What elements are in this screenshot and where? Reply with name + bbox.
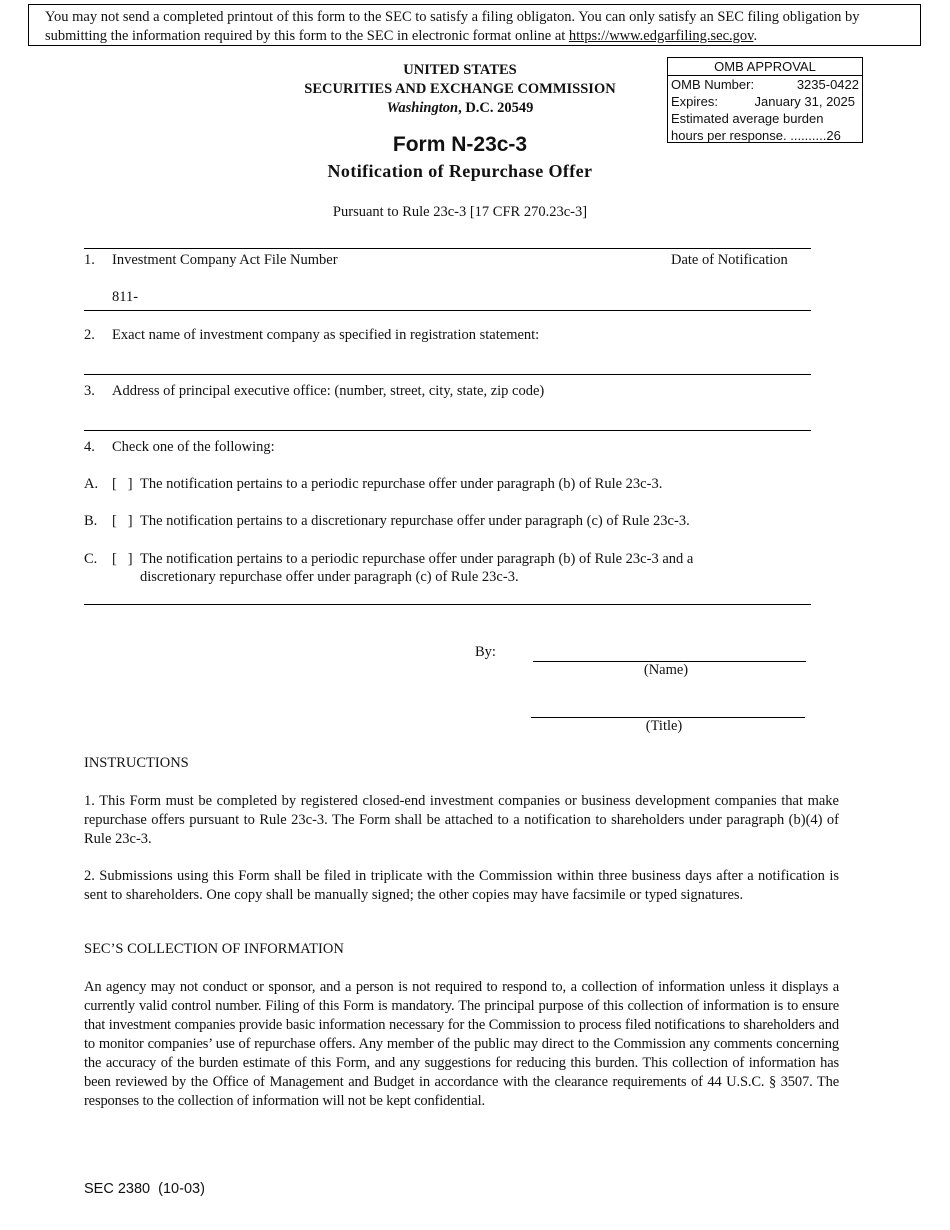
omb-number-value: 3235-0422 (796, 77, 859, 92)
divider-line (84, 310, 811, 311)
option-c-checkbox[interactable]: [ ] (112, 551, 133, 567)
signature-title-caption: (Title) (645, 718, 683, 734)
instructions-heading: INSTRUCTIONS (84, 755, 189, 771)
option-b-text: The notification pertains to a discretionary repurchase offer under paragraph (c) of Rule 23c-3. (140, 513, 690, 529)
header-city: Washington (386, 100, 459, 116)
signature-name-caption: (Name) (643, 662, 689, 678)
option-c-text-line2: discretionary repurchase offer under paragraph (c) of Rule 23c-3. (140, 569, 519, 585)
option-b-checkbox[interactable]: [ ] (112, 513, 133, 529)
omb-expires-value: January 31, 2025 (754, 94, 855, 109)
omb-burden-line2: hours per response. ..........26 (671, 128, 841, 143)
item1-number: 1. (84, 252, 95, 268)
omb-expires-label: Expires: (671, 94, 718, 109)
form-code-footer: SEC 2380 (10-03) (84, 1181, 205, 1197)
address-field-line[interactable] (84, 430, 811, 431)
omb-burden-line1: Estimated average burden (671, 111, 824, 126)
form-subtitle: Notification of Repurchase Offer (327, 161, 593, 181)
collection-text: An agency may not conduct or sponsor, and a person is not required to respond to, a collection of information unless it displays a currently valid control number. Filing of this Form is mandatory. The principal purpose of this collection of information is to ensure that investment companies provide basic information necessary for the Commission to process filed notifications to shareholders and to monitor companies’ use of repurchase offers. Any member of the public may direct to the Commission any comments concerning the accuracy of the burden estimate of this Form, and any suggestions for reducing this burden. This collection of information has been reviewed by the Office of Management and Budget in accordance with the clearance requirements of 44 U.S.C. § 3507. The responses to the collection of information will not be kept confidential. (84, 979, 839, 1109)
option-a-checkbox[interactable]: [ ] (112, 476, 133, 492)
form-pursuant: Pursuant to Rule 23c-3 [17 CFR 270.23c-3] (332, 204, 588, 220)
option-c-text-line1: The notification pertains to a periodic repurchase offer under paragraph (b) of Rule 23c-3 and a (140, 551, 694, 567)
form-title: Form N-23c-3 (392, 133, 528, 156)
omb-number-row (668, 76, 862, 93)
item4-label: Check one of the following: (112, 439, 275, 455)
filing-notice-box (28, 4, 921, 46)
instruction-1: 1. This Form must be completed by registered closed-end investment companies or business development companies that make repurchase offers pursuant to Rule 23c-3. The Form shall be attached to a notification to shareholders under paragraph (b)(4) of Rule 23c-3. (84, 793, 839, 847)
file-number-field[interactable]: 811- (112, 289, 139, 305)
company-name-field-line[interactable] (84, 374, 811, 375)
omb-number-label: OMB Number: (671, 77, 755, 92)
option-c-letter: C. (84, 551, 98, 567)
header-address (260, 100, 660, 117)
item4-number: 4. (84, 439, 95, 455)
item3-number: 3. (84, 383, 95, 399)
option-b-letter: B. (84, 513, 98, 529)
divider-line (84, 248, 811, 249)
item1-label: Investment Company Act File Number (112, 252, 338, 268)
option-a-letter: A. (84, 476, 99, 492)
omb-title: OMB APPROVAL (668, 58, 862, 76)
filing-notice-end: . (753, 28, 758, 44)
date-of-notification-label: Date of Notification (671, 252, 788, 268)
filing-notice-text: You may not send a completed printout of this form to the SEC to satisfy a filing obligaton. You can only satisfy an SEC filing obligation by submitting the information required by this form to the SEC in electronic format online at (45, 9, 860, 44)
omb-approval-box (667, 57, 863, 143)
omb-expires-row (668, 93, 862, 110)
item3-label: Address of principal executive office: (number, street, city, state, zip code) (112, 383, 545, 399)
item2-label: Exact name of investment company as specified in registration statement: (112, 327, 540, 343)
header-country: UNITED STATES (403, 62, 517, 78)
collection-heading: SEC’S COLLECTION OF INFORMATION (84, 941, 344, 957)
edgar-filing-link[interactable]: https://www.edgarfiling.sec.gov (568, 28, 754, 44)
header-agency: SECURITIES AND EXCHANGE COMMISSION (304, 81, 616, 97)
header-address-rest: , D.C. 20549 (458, 100, 534, 116)
instruction-2: 2. Submissions using this Form shall be filed in triplicate with the Commission within three business days after a notification is sent to shareholders. One copy shall be manually signed; the other copies may have facsimile or typed signatures. (84, 868, 839, 903)
signature-by-label: By: (475, 644, 496, 660)
option-a-text: The notification pertains to a periodic repurchase offer under paragraph (b) of Rule 23c-3. (140, 476, 663, 492)
item2-number: 2. (84, 327, 95, 343)
divider-line (84, 604, 811, 605)
